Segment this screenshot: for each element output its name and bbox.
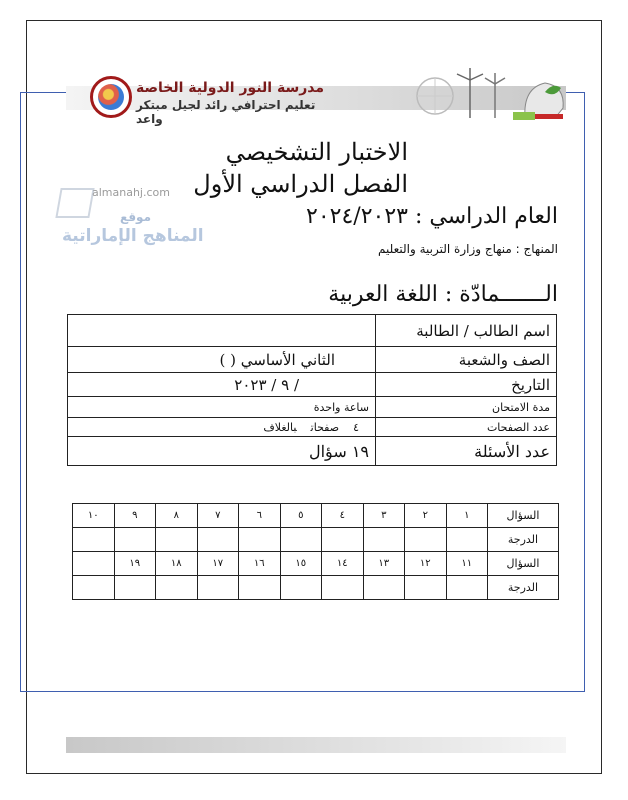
question-number: ١٤ (322, 552, 364, 576)
question-number: ١٩ (114, 552, 156, 576)
date-value: / ٩ / ٢٠٢٣ (234, 375, 299, 394)
exam-title: الاختبار التشخيصي (225, 138, 408, 166)
question-number: ١٠ (73, 504, 115, 528)
question-number: ٨ (156, 504, 198, 528)
grade-cell[interactable] (322, 576, 364, 600)
grade-cell[interactable] (114, 528, 156, 552)
date-field[interactable] (68, 373, 376, 397)
question-number: ٢ (405, 504, 447, 528)
question-number: ٥ (280, 504, 322, 528)
question-number: ٦ (239, 504, 281, 528)
footer-band (66, 737, 566, 753)
pages-count: ٤ (353, 420, 359, 434)
grades-table (72, 503, 559, 600)
date-label: التاريخ (376, 373, 557, 397)
eco-illustration (395, 68, 575, 123)
school-name: مدرسة النور الدولية الخاصة (136, 80, 325, 96)
grade-cell[interactable] (280, 576, 322, 600)
grade-cell[interactable] (280, 528, 322, 552)
question-number: ٤ (322, 504, 364, 528)
watermark-site-word: موقع (120, 210, 152, 224)
grade-cell[interactable] (363, 576, 405, 600)
grade-cell[interactable] (239, 576, 281, 600)
grade-label: الدرجة (488, 528, 559, 552)
question-label: السؤال (488, 504, 559, 528)
grade-cell[interactable] (446, 528, 488, 552)
grade-cell[interactable] (405, 576, 447, 600)
grade-cell[interactable] (73, 528, 115, 552)
watermark-site-name: المناهج الإماراتية (62, 226, 204, 246)
school-slogan: تعليم احترافي رائد لجيل مبتكر واعد (136, 98, 316, 126)
grade-cell[interactable] (363, 528, 405, 552)
questions-count-value: ١٩ سؤال (68, 437, 376, 466)
logo-emblem (98, 84, 124, 110)
question-number: ٣ (363, 504, 405, 528)
questions-count-label: عدد الأسئلة (376, 437, 557, 466)
academic-year (306, 204, 558, 229)
grade-label: الدرجة (488, 576, 559, 600)
duration-label: مدة الامتحان (376, 397, 557, 418)
grade-section-label: الصف والشعبة (376, 347, 557, 373)
subject-value: اللغة العربية (328, 282, 438, 307)
question-number: ١٣ (363, 552, 405, 576)
pages-value (68, 418, 376, 437)
subject-label: الـــــــمادّة : (444, 282, 558, 307)
question-number (73, 552, 115, 576)
pages-label: عدد الصفحات (376, 418, 557, 437)
grade-section-value[interactable]: الثاني الأساسي ( ) (68, 347, 376, 373)
grade-cell[interactable] (114, 576, 156, 600)
academic-year-label: العام الدراسي : (414, 204, 558, 229)
curriculum: المنهاج : منهاج وزارة التربية والتعليم (378, 242, 558, 256)
semester-title: الفصل الدراسي الأول (193, 170, 408, 198)
grade-row-2 (73, 576, 559, 600)
duration-value: ساعة واحدة (68, 397, 376, 418)
question-number: ١٧ (197, 552, 239, 576)
grade-cell[interactable] (156, 528, 198, 552)
grade-cell[interactable] (156, 576, 198, 600)
student-name-field[interactable] (68, 315, 376, 347)
question-number: ٧ (197, 504, 239, 528)
question-number: ١ (446, 504, 488, 528)
grade-cell[interactable] (73, 576, 115, 600)
question-number: ٩ (114, 504, 156, 528)
question-number: ١٥ (280, 552, 322, 576)
question-row-2 (73, 552, 559, 576)
student-name-label: اسم الطالب / الطالبة (376, 315, 557, 347)
grade-cell[interactable] (405, 528, 447, 552)
grade-cell[interactable] (197, 528, 239, 552)
student-info-table (67, 314, 557, 466)
grade-cell[interactable] (446, 576, 488, 600)
question-number: ١٨ (156, 552, 198, 576)
question-number: ١٢ (405, 552, 447, 576)
watermark-brand: almanahj.com (92, 186, 170, 199)
question-number: ١٦ (239, 552, 281, 576)
question-row-1 (73, 504, 559, 528)
grade-cell[interactable] (239, 528, 281, 552)
pages-cover: بالغلاف (263, 420, 297, 434)
academic-year-value: ٢٠٢٤/٢٠٢٣ (306, 204, 408, 229)
grade-row-1 (73, 528, 559, 552)
question-label: السؤال (488, 552, 559, 576)
pages-word: صفحات (310, 420, 340, 434)
watermark-logo (55, 188, 94, 218)
grade-cell[interactable] (197, 576, 239, 600)
question-number: ١١ (446, 552, 488, 576)
grade-cell[interactable] (322, 528, 364, 552)
school-logo (90, 76, 132, 118)
subject (328, 282, 558, 307)
